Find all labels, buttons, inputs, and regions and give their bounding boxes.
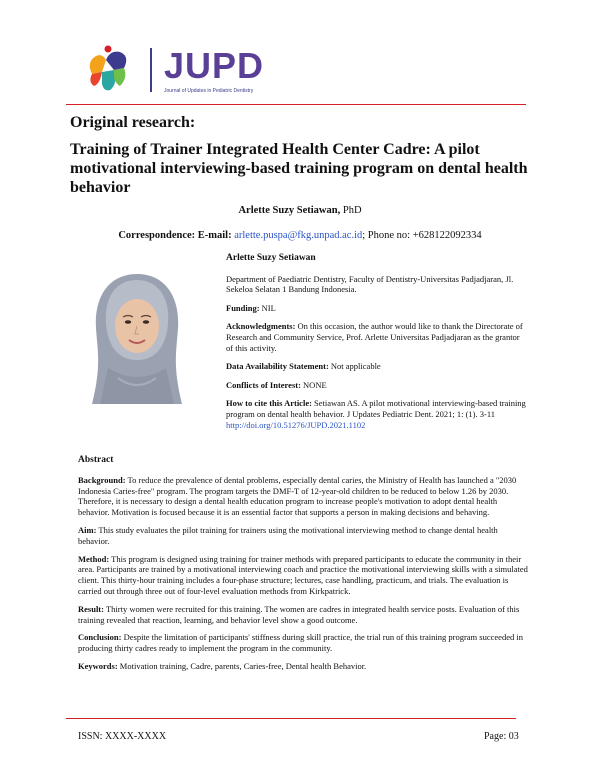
funding-value: NIL (259, 302, 276, 313)
correspondence-phone: ; Phone no: +628122092334 (362, 230, 482, 241)
background-label: Background: (78, 474, 126, 485)
article-title: Training of Trainer Integrated Health Center Cadre: A pilot motivational interviewing-based training program on dental health behavior (70, 141, 528, 196)
data-label: Data Availability Statement: (226, 361, 329, 372)
info-acknowledgments (226, 321, 526, 353)
section-label: Original research: (70, 114, 196, 131)
conclusion-label: Conclusion: (78, 632, 122, 643)
result-label: Result: (78, 603, 104, 614)
abstract-heading: Abstract (78, 455, 114, 465)
info-affiliation: Department of Paediatric Dentistry, Faculty of Dentistry-Universitas Padjadjaran, Jl. Sekeloa Selatan 1 Bandung Indonesia. (226, 273, 514, 295)
author-portrait-icon (78, 268, 196, 404)
aim-label: Aim: (78, 524, 97, 535)
ack-value: On this occasion, the author would like to thank the Directorate of Research and Community Service, Prof. Arlette Universitas Padjadjaran as the grantor of this activity. (226, 321, 523, 353)
abstract-method (78, 554, 530, 597)
method-text: This program is designed using training for trainer methods with prepared participants to educate the community in their area. Participants are trained by a motivational interviewing coach and practice the motivational interviewing skills with a simulated client. This thirty-hour training includes a four-phase structure; lectures, case handling, practicum, and trials. The evaluation is carried out through three out of four-level evaluation methods from Kirkpatrick. (78, 553, 528, 596)
abstract-conclusion (78, 632, 530, 654)
logo-subtitle: Journal of Updates in Pediatric Dentistry (164, 88, 254, 94)
author-info (226, 253, 526, 438)
footer-rule (66, 718, 516, 719)
info-funding (226, 303, 526, 314)
aim-text: This study evaluates the pilot training for trainers using the motivational interviewing method to change dental health behavior. (78, 524, 498, 546)
tooth-logo-icon (84, 44, 132, 94)
conclusion-text: Despite the limitation of participants' stiffness during skill practice, the trial run of this training program succeeded in producing thirty cadres ready to implement the program in the community. (78, 632, 523, 654)
info-data-availability (226, 361, 526, 372)
correspondence-label: Correspondence: E-mail: (118, 230, 232, 241)
coi-label: Conflicts of Interest: (226, 379, 301, 390)
info-conflicts (226, 380, 526, 391)
method-label: Method: (78, 553, 110, 564)
correspondence-line (0, 230, 600, 241)
author-name: Arlette Suzy Setiawan, (238, 205, 341, 216)
data-value: Not applicable (328, 361, 381, 372)
abstract-keywords (78, 661, 530, 672)
page-number: Page: 03 (484, 731, 519, 742)
issn: ISSN: XXXX-XXXX (78, 731, 167, 742)
logo-divider (150, 48, 152, 92)
header-rule (66, 104, 526, 105)
journal-logo (84, 44, 324, 104)
info-citation (226, 398, 526, 430)
keywords-label: Keywords: (78, 660, 118, 671)
ack-label: Acknowledgments: (226, 321, 296, 332)
abstract-background (78, 475, 530, 518)
result-text: Thirty women were recruited for this training. The women are cadres in integrated health service posts. Evaluation of this training revealed that reaction, learning, and behavior level show a good outcome. (78, 603, 520, 625)
abstract (78, 455, 530, 679)
coi-value: NONE (300, 379, 327, 390)
cite-label: How to cite this Article: (226, 398, 312, 409)
author-degree: PhD (340, 205, 362, 216)
author-photo (78, 268, 196, 404)
funding-label: Funding: (226, 302, 260, 313)
doi-link[interactable]: http://doi.org/10.51276/JUPD.2021.1102 (226, 419, 366, 430)
author-line (0, 205, 600, 216)
keywords-text: Motivation training, Cadre, parents, Caries-free, Dental health Behavior. (117, 660, 367, 671)
correspondence-email-link[interactable]: arlette.puspa@fkg.unpad.ac.id (234, 230, 363, 241)
abstract-aim (78, 525, 530, 547)
info-author-name: Arlette Suzy Setiawan (226, 253, 316, 263)
cite-value: Setiawan AS. A pilot motivational interviewing-based training program on dental health behavior. J Updates Pediatric Dent. 2021; 1: (1). 3-11 (226, 398, 526, 419)
background-text: To reduce the prevalence of dental problems, especially dental caries, the Ministry of Health has launched a "2030 Indonesia Caries-free" program. The program targets the DMF-T of 12-year-old children to be reduced to below 1.26 by 2030. Therefore, it is necessary to design a dental health education program to increase people's motivation to adopt dental health behavior. Motivation is focused because it is an essential factor that supports a person in making decisions and behaving. (78, 474, 517, 518)
abstract-result (78, 604, 530, 626)
logo-wordmark: JUPD (164, 45, 265, 86)
